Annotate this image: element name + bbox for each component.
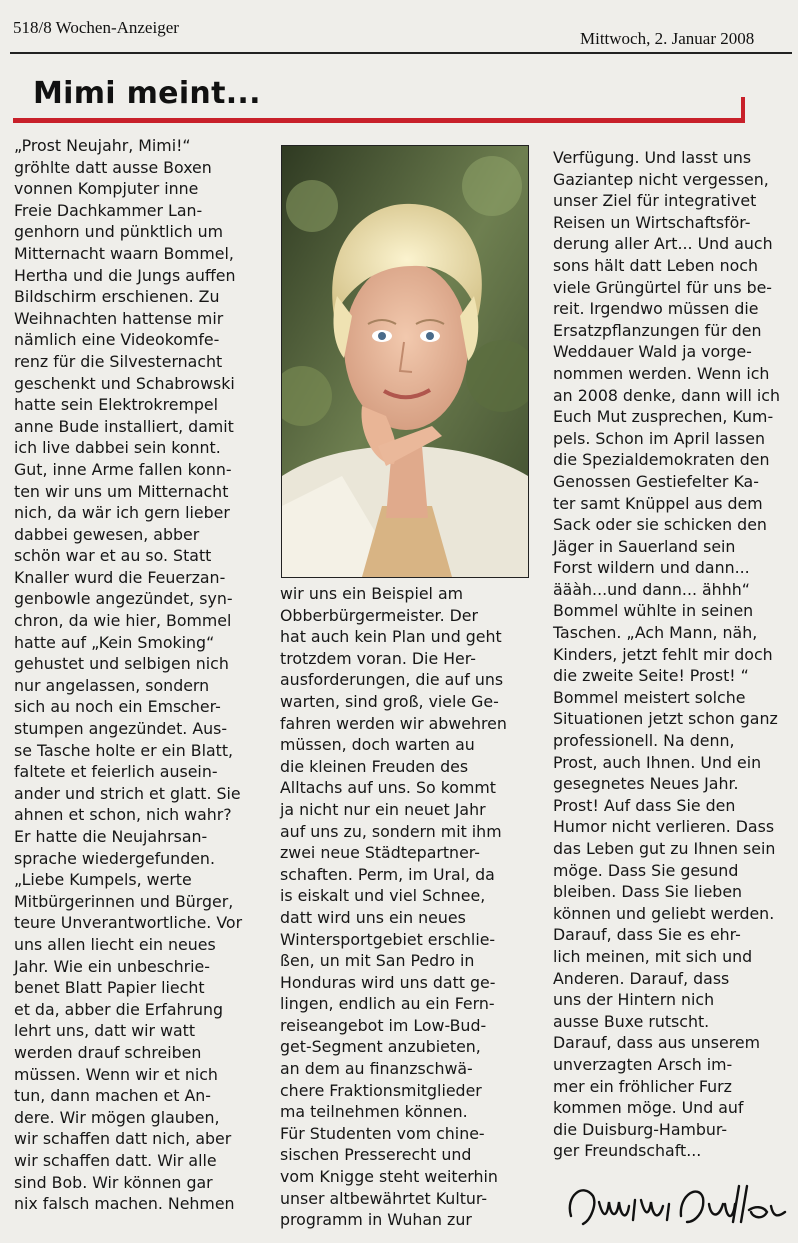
text-line: Bommel wühlte in seinen — [553, 601, 754, 621]
text-line: reiseangebot im Low-Bud- — [280, 1015, 487, 1035]
text-line: Gut, inne Arme fallen konn- — [14, 459, 232, 479]
text-line: dere. Wir mögen glauben, — [14, 1107, 220, 1127]
text-line: sons hält datt Leben noch — [553, 255, 758, 275]
text-line: hat auch kein Plan und geht — [280, 627, 502, 647]
text-line: ausforderungen, die auf uns — [280, 670, 504, 690]
text-line: Situationen jetzt schon ganz — [553, 709, 778, 729]
text-line: derung aller Art... Und auch — [553, 234, 773, 254]
text-line: warten, sind groß, viele Ge- — [280, 691, 499, 711]
text-line: viele Grüngürtel für uns be- — [553, 277, 773, 297]
text-line: wir schaffen datt. Wir alle — [14, 1150, 217, 1170]
text-line: Obberbürgermeister. Der — [280, 605, 479, 625]
text-line: ma teilnehmen können. — [280, 1102, 468, 1122]
text-line: die kleinen Freuden des — [280, 756, 469, 776]
text-line: Euch Mut zusprechen, Kum- — [553, 407, 774, 427]
text-line: müssen, doch warten au — [280, 735, 475, 755]
text-line: Anderen. Darauf, dass — [553, 968, 730, 988]
text-line: professionell. Na denn, — [553, 731, 735, 751]
text-line: unser Ziel für integrativet — [553, 191, 757, 211]
text-line: vom Knigge steht weiterhin — [280, 1167, 498, 1187]
text-line: gesegnetes Neues Jahr. — [553, 774, 739, 794]
text-line: Mitbürgerinnen und Bürger, — [14, 891, 234, 911]
text-line: sich au noch ein Emscher- — [14, 697, 221, 717]
text-line: Prost, auch Ihnen. Und ein — [553, 752, 762, 772]
text-line: Wintersportgebiet erschlie- — [280, 929, 496, 949]
text-column-2 — [280, 583, 507, 1231]
text-line: fahren werden wir abwehren — [280, 713, 507, 733]
text-line: pels. Schon im April lassen — [553, 428, 766, 448]
text-line: gehustet und selbigen nich — [14, 654, 229, 674]
text-line: Taschen. „Ach Mann, näh, — [553, 623, 758, 643]
title-underline-tick — [741, 97, 745, 123]
column-title: Mimi meint... — [33, 76, 261, 111]
text-line: vonnen Kompjuter inne — [14, 179, 199, 199]
text-line: Alltachs auf uns. So kommt — [280, 778, 496, 798]
text-line: Bildschirm erschienen. Zu — [14, 287, 220, 307]
text-line: ßen, un mit San Pedro in — [280, 951, 475, 971]
publication-date: Mittwoch, 2. Januar 2008 — [580, 29, 755, 48]
text-line: die Spezialdemokraten den — [553, 450, 770, 470]
text-line: hatte auf „Kein Smoking“ — [14, 632, 215, 652]
text-line: unverzagten Arsch im- — [553, 1054, 733, 1074]
text-line: benet Blatt Papier liecht — [14, 978, 205, 998]
text-line: sind Bob. Wir können gar — [14, 1172, 213, 1192]
text-line: nich, da wär ich gern lieber — [14, 503, 230, 523]
text-line: Prost! Auf dass Sie den — [553, 795, 736, 815]
text-line: get-Segment anzubieten, — [280, 1037, 481, 1057]
text-line: Verfügung. Und lasst uns — [553, 148, 752, 167]
text-line: chere Fraktionsmitglieder — [280, 1080, 482, 1100]
text-line: wir schaffen datt nich, aber — [14, 1129, 232, 1149]
portrait-image — [282, 146, 528, 577]
text-line: kommen möge. Und auf — [553, 1098, 744, 1118]
text-line: chron, da wie hier, Bommel — [14, 611, 232, 631]
text-line: ahnen et schon, nich wahr? — [14, 805, 232, 825]
bleed-through-decoration — [299, 10, 324, 85]
text-line: Darauf, dass Sie es ehr- — [553, 925, 741, 945]
text-line: uns der Hintern nich — [553, 990, 715, 1010]
text-line: nommen werden. Wenn ich — [553, 363, 770, 383]
text-line: is eiskalt und viel Schnee, — [280, 886, 486, 906]
text-column-1 — [14, 135, 242, 1215]
text-line: gröhlte datt ausse Boxen — [14, 157, 212, 177]
publication-name: 518/8 Wochen-Anzeiger — [13, 18, 179, 37]
text-line: Knaller wurd die Feuerzan- — [14, 567, 226, 587]
text-line: Jäger in Sauerland sein — [553, 536, 736, 556]
text-line: Er hatte die Neujahrsan- — [14, 827, 208, 846]
text-line: ten wir uns um Mitternacht — [14, 481, 229, 501]
text-line: ja nicht nur ein neuet Jahr — [280, 799, 486, 819]
text-line: Forst wildern und dann... — [553, 558, 750, 578]
text-line: Ersatzpflanzungen für den — [553, 320, 762, 340]
signature-handwriting — [563, 1176, 788, 1234]
text-line: die zweite Seite! Prost! “ — [553, 666, 749, 686]
text-line: lehrt uns, datt wir watt — [14, 1021, 196, 1041]
text-line: die Duisburg-Hambur- — [553, 1119, 728, 1139]
text-line: Für Studenten vom chine- — [280, 1123, 485, 1143]
text-line: können und geliebt werden. — [553, 903, 775, 923]
text-line: Sack oder sie schicken den — [553, 515, 767, 535]
text-line: Humor nicht verlieren. Dass — [553, 817, 775, 837]
text-line: möge. Dass Sie gesund — [553, 860, 739, 880]
text-line: ausse Buxe rutscht. — [553, 1011, 710, 1031]
text-line: „Prost Neujahr, Mimi!“ — [14, 136, 191, 155]
text-line: an 2008 denke, dann will ich — [553, 385, 780, 405]
text-line: mer ein fröhlicher Furz — [553, 1076, 732, 1096]
text-line: programm in Wuhan zur — [280, 1210, 472, 1230]
text-line: uns allen liecht ein neues — [14, 934, 216, 954]
text-line: sischen Presserecht und — [280, 1145, 472, 1165]
text-line: faltete et feierlich ausein- — [14, 762, 218, 782]
text-line: stumpen angezündet. Aus- — [14, 719, 228, 739]
text-line: an dem au finanzschwä- — [280, 1059, 473, 1079]
text-line: trotzdem voran. Die Her- — [280, 648, 476, 668]
text-line: bleiben. Dass Sie lieben — [553, 882, 743, 902]
text-line: werden drauf schreiben — [14, 1042, 202, 1062]
text-line: geschenkt und Schabrowski — [14, 373, 235, 393]
text-column-3 — [553, 147, 780, 1162]
text-line: genbowle angezündet, syn- — [14, 589, 233, 609]
text-line: ter samt Knüppel aus dem — [553, 493, 763, 513]
author-portrait-photo — [281, 145, 529, 578]
text-line: Weihnachten hattense mir — [14, 308, 224, 328]
text-line: Genossen Gestiefelter Ka- — [553, 471, 759, 491]
text-line: schön war et au so. Statt — [14, 546, 212, 566]
text-line: „Liebe Kumpels, werte — [14, 870, 192, 890]
text-line: teure Unverantwortliche. Vor — [14, 913, 243, 933]
text-line: Weddauer Wald ja vorge- — [553, 342, 752, 362]
text-line: auf uns zu, sondern mit ihm — [280, 821, 502, 841]
text-line: reit. Irgendwo müssen die — [553, 299, 759, 319]
text-line: nix falsch machen. Nehmen — [14, 1194, 235, 1214]
text-line: dabbei gewesen, abber — [14, 524, 200, 544]
text-line: ääàh...und dann... ähhh“ — [553, 579, 750, 599]
text-line: müssen. Wenn wir et nich — [14, 1064, 218, 1084]
text-line: Mitternacht waarn Bommel, — [14, 243, 234, 263]
text-line: lingen, endlich au ein Fern- — [280, 994, 495, 1014]
text-line: datt wird uns ein neues — [280, 907, 466, 927]
text-line: Honduras wird uns datt ge- — [280, 972, 496, 992]
text-line: Kinders, jetzt fehlt mir doch — [553, 644, 773, 664]
text-line: Hertha und die Jungs auffen — [14, 265, 236, 285]
text-line: anne Bude installiert, damit — [14, 416, 234, 436]
text-line: nur angelassen, sondern — [14, 675, 210, 695]
text-line: Freie Dachkammer Lan- — [14, 200, 203, 220]
text-line: ger Freundschaft... — [553, 1141, 702, 1161]
text-line: tun, dann machen et An- — [14, 1086, 211, 1106]
text-line: wir uns ein Beispiel am — [280, 584, 464, 603]
text-line: renz für die Silvesternacht — [14, 351, 223, 371]
text-line: genhorn und pünktlich um — [14, 222, 224, 242]
title-underline — [13, 118, 745, 123]
text-line: lich meinen, mit sich und — [553, 946, 753, 966]
masthead-rule — [10, 52, 792, 54]
text-line: ich live dabbei sein konnt. — [14, 438, 221, 458]
text-line: ander und strich et glatt. Sie — [14, 783, 241, 803]
text-line: Reisen un Wirtschaftsför- — [553, 212, 751, 232]
text-line: Gaziantep nicht vergessen, — [553, 169, 769, 189]
text-line: et da, abber die Erfahrung — [14, 999, 224, 1019]
text-line: Jahr. Wie ein unbeschrie- — [14, 956, 210, 976]
text-line: nämlich eine Videokomfe- — [14, 330, 220, 350]
text-line: unser altbewährtet Kultur- — [280, 1188, 488, 1208]
text-line: se Tasche holte er ein Blatt, — [14, 740, 234, 760]
text-line: Bommel meistert solche — [553, 687, 746, 707]
text-line: das Leben gut zu Ihnen sein — [553, 839, 776, 858]
text-line: zwei neue Städtepartner- — [280, 843, 480, 863]
text-line: schaften. Perm, im Ural, da — [280, 864, 495, 884]
text-line: sprache wiedergefunden. — [14, 848, 215, 868]
text-line: Darauf, dass aus unserem — [553, 1033, 760, 1053]
text-line: hatte sein Elektrokrempel — [14, 395, 218, 415]
